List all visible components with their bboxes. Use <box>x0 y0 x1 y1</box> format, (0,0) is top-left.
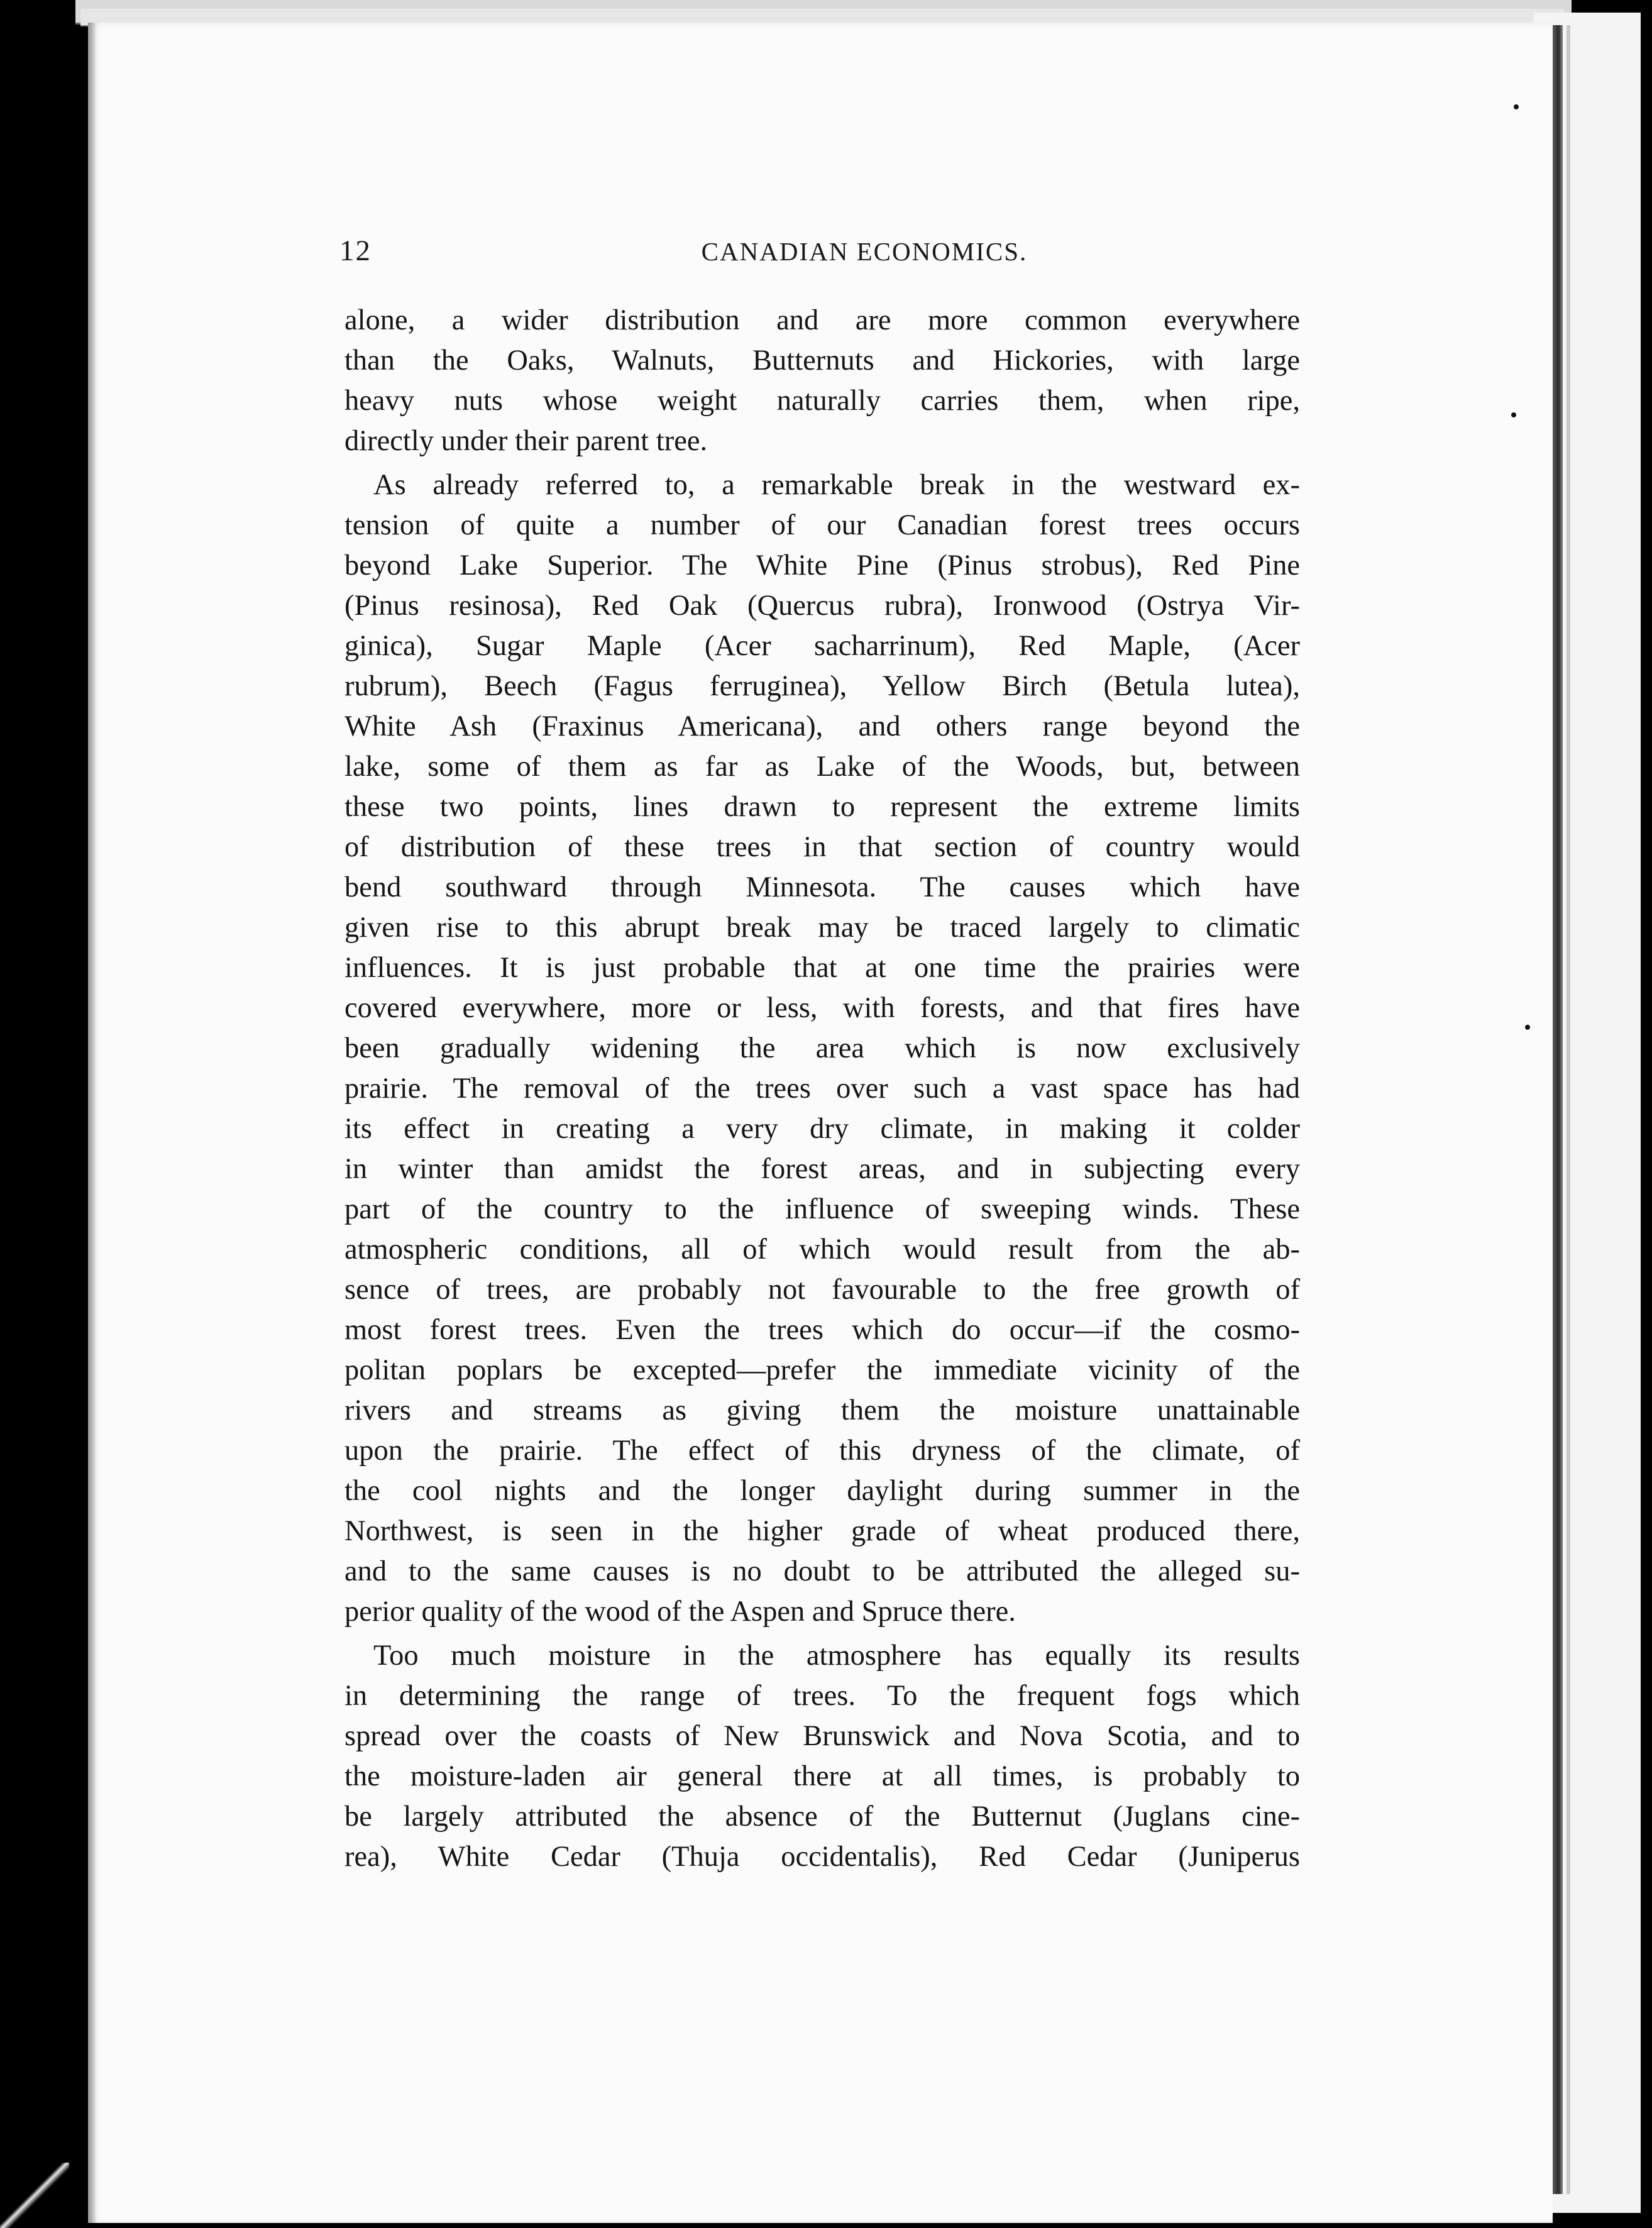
text-line: Too much moisture in the atmosphere has equally its results <box>373 1640 1300 1672</box>
running-head: CANADIAN ECONOMICS. <box>701 237 1028 266</box>
scan-speck <box>1525 1025 1530 1030</box>
text-line: bend southward through Minnesota. The causes which have <box>344 871 1300 903</box>
text-line: rubrum), Beech (Fagus ferruginea), Yellow Birch (Betula lutea), <box>344 670 1300 702</box>
text-line: tension of quite a number of our Canadian forest trees occurs <box>344 509 1300 541</box>
binding-shadow <box>1553 25 1563 2194</box>
text-line: in determining the range of trees. To the frequent fogs which <box>344 1680 1300 1712</box>
page-header <box>339 234 1308 272</box>
text-line: covered everywhere, more or less, with forests, and that fires have <box>344 992 1300 1024</box>
page-corner-curl <box>0 2163 69 2228</box>
body-text <box>344 301 1300 1877</box>
text-line: influences. It is just probable that at one time the prairies were <box>344 952 1300 984</box>
text-line: than the Oaks, Walnuts, Butternuts and Hickories, with large <box>344 345 1300 377</box>
text-line: rea), White Cedar (Thuja occidentalis), Red Cedar (Juniperus <box>344 1841 1300 1873</box>
text-line: the cool nights and the longer daylight during summer in the <box>344 1475 1300 1507</box>
text-line: rivers and streams as giving them the moisture unattainable <box>344 1394 1300 1426</box>
page-number: 12 <box>339 234 372 267</box>
text-line: the moisture-laden air general there at all times, is probably to <box>344 1760 1300 1792</box>
text-line: sence of trees, are probably not favourable to the free growth of <box>344 1274 1300 1306</box>
text-line: be largely attributed the absence of the Butternut (Juglans cine- <box>344 1801 1300 1833</box>
binding-highlight <box>1567 25 1570 2194</box>
text-line: beyond Lake Superior. The White Pine (Pinus strobus), Red Pine <box>344 549 1300 582</box>
text-line: part of the country to the influence of sweeping winds. These <box>344 1193 1300 1225</box>
text-line: spread over the coasts of New Brunswick and Nova Scotia, and to <box>344 1720 1300 1752</box>
text-line: ginica), Sugar Maple (Acer sacharrinum), Red Maple, (Acer <box>344 630 1300 662</box>
text-line: prairie. The removal of the trees over such a vast space has had <box>344 1073 1300 1105</box>
text-line: Northwest, is seen in the higher grade of wheat produced there, <box>344 1515 1300 1547</box>
text-line: atmospheric conditions, all of which would result from the ab- <box>344 1233 1300 1266</box>
text-line: upon the prairie. The effect of this dryness of the climate, of <box>344 1435 1300 1467</box>
scan-speck <box>1511 412 1516 417</box>
text-line: heavy nuts whose weight naturally carries them, when ripe, <box>344 385 1300 417</box>
text-line: White Ash (Fraxinus Americana), and others range beyond the <box>344 710 1300 742</box>
text-line: politan poplars be excepted—prefer the immediate vicinity of the <box>344 1354 1300 1386</box>
page-gutter-shadow <box>88 23 97 2223</box>
text-line: and to the same causes is no doubt to be attributed the alleged su- <box>344 1555 1300 1587</box>
text-line: been gradually widening the area which is now exclusively <box>344 1032 1300 1064</box>
text-line: (Pinus resinosa), Red Oak (Quercus rubra), Ironwood (Ostrya Vir- <box>344 590 1300 622</box>
text-line: alone, a wider distribution and are more common everywhere <box>344 304 1300 336</box>
scan-speck <box>1514 104 1519 109</box>
text-line: in winter than amidst the forest areas, and in subjecting every <box>344 1153 1300 1185</box>
text-line: perior quality of the wood of the Aspen and Spruce there. <box>344 1596 1016 1628</box>
text-line: these two points, lines drawn to represent the extreme limits <box>344 791 1300 823</box>
text-line: given rise to this abrupt break may be traced largely to climatic <box>344 912 1300 944</box>
text-line: most forest trees. Even the trees which do occur—if the cosmo- <box>344 1314 1300 1346</box>
text-line: of distribution of these trees in that section of country would <box>344 831 1300 863</box>
text-line: directly under their parent tree. <box>344 425 708 457</box>
text-line: lake, some of them as far as Lake of the Woods, but, between <box>344 751 1300 783</box>
text-line: As already referred to, a remarkable break in the westward ex- <box>373 469 1300 501</box>
text-line: its effect in creating a very dry climate, in making it colder <box>344 1113 1300 1145</box>
